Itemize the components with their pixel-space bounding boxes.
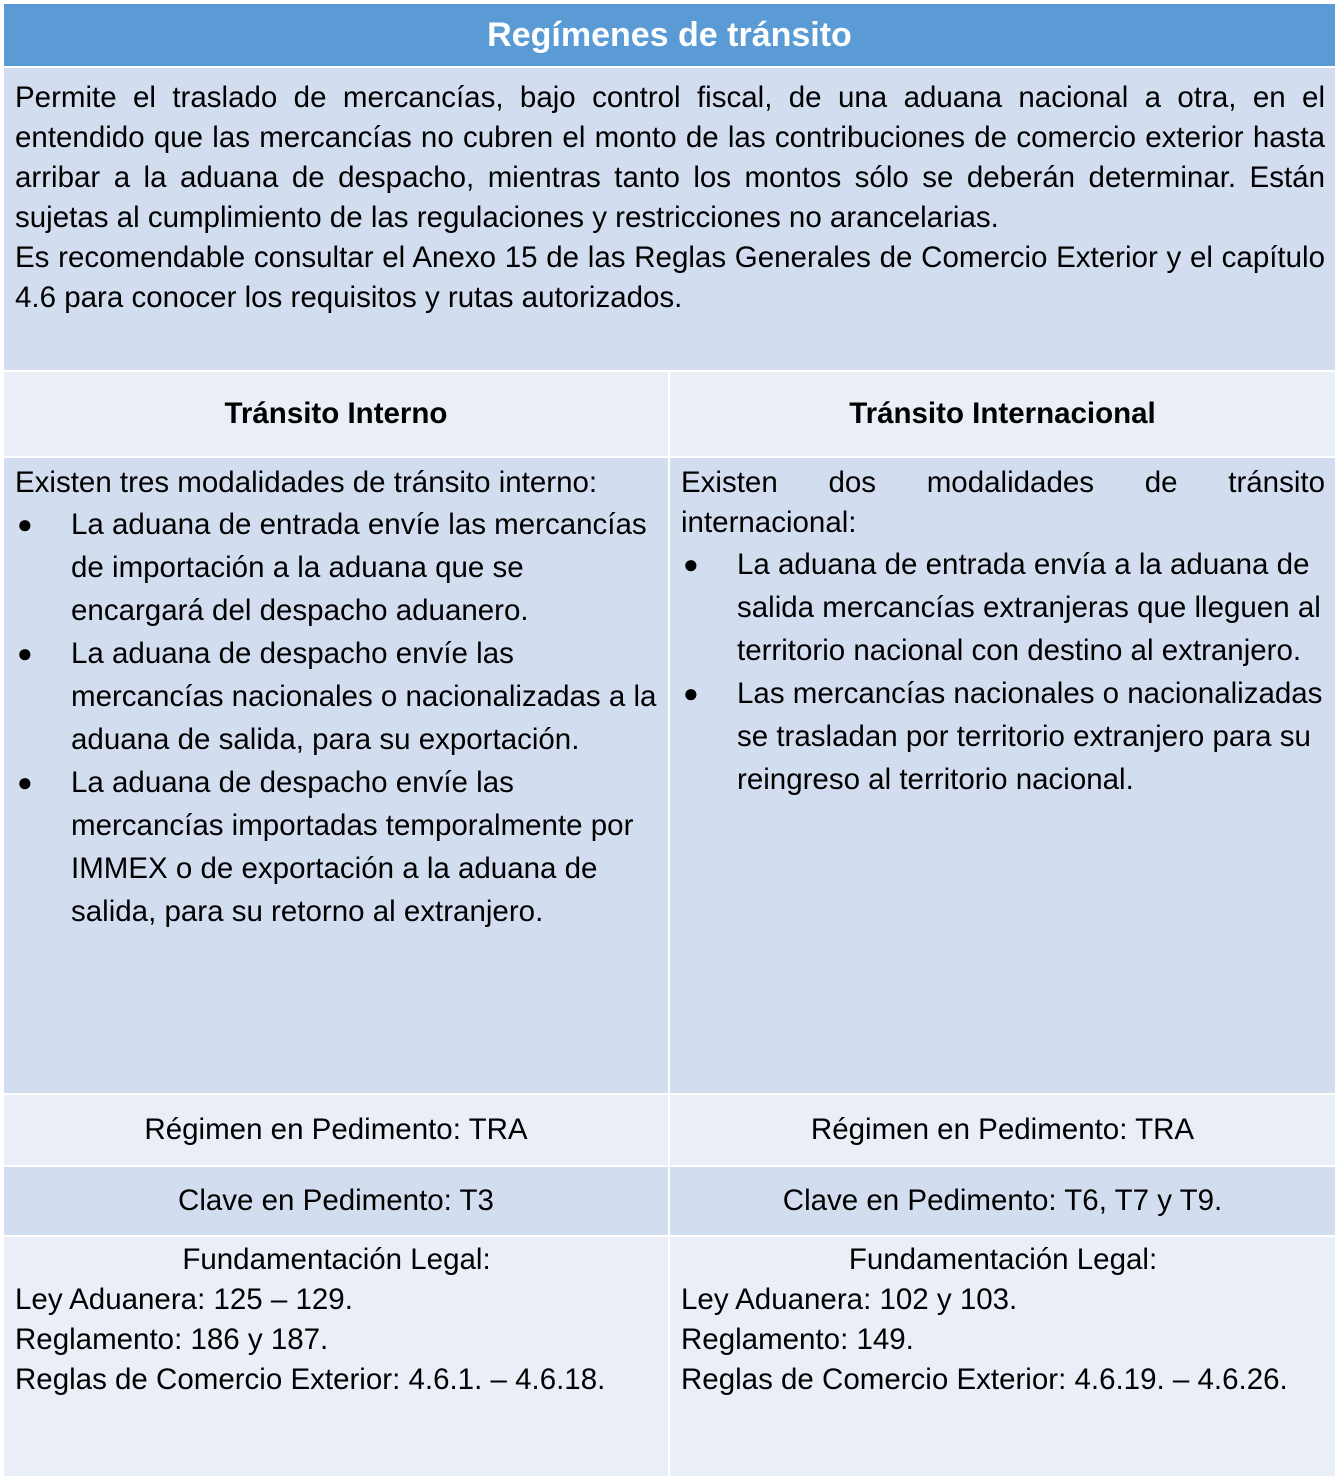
- clave-row: [3, 1166, 1336, 1236]
- heading-row: [3, 371, 1336, 457]
- intro-paragraph-1: Permite el traslado de mercancías, bajo control fiscal, de una aduana nacional a otra, en el entendido que las mercancías no cubren el monto de las contribuciones de comercio exterior hasta arribar a la aduana de despacho, mientras tanto los montos sólo se deberán determinar. Están sujetas al cumplimiento de las regulaciones y restricciones no arancelarias.: [15, 81, 1325, 234]
- intro-paragraph-2: Es recomendable consultar el Anexo 15 de las Reglas Generales de Comercio Exterior y el capítulo 4.6 para conocer los requisitos y rutas autorizados.: [15, 241, 1325, 314]
- intro-cell: [3, 67, 1336, 371]
- list-item-text: La aduana de despacho envíe las mercancías nacionales o nacionalizadas a la aduana de salida, para su exportación.: [71, 637, 657, 756]
- international-legal-cell: [669, 1236, 1336, 1477]
- heading-international: Tránsito Internacional: [669, 371, 1336, 457]
- transit-regimes-document: [2, 2, 1337, 1478]
- list-item: [681, 672, 1325, 801]
- international-lead-text: Existen dos modalidades de tránsito internacional:: [681, 466, 1325, 539]
- list-item: [15, 632, 658, 761]
- list-item: [15, 761, 658, 933]
- internal-legal-cell: [3, 1236, 669, 1477]
- international-legal-title: Fundamentación Legal:: [848, 1243, 1158, 1276]
- international-modalities-list: [681, 543, 1325, 801]
- bullet-icon: ●: [17, 638, 33, 668]
- list-item: [681, 543, 1325, 672]
- modalities-row: [3, 457, 1336, 1094]
- transit-regimes-table: [2, 2, 1337, 1478]
- intro-row: [3, 67, 1336, 371]
- internal-lead-text: Existen tres modalidades de tránsito interno:: [15, 466, 598, 499]
- list-item-text: La aduana de despacho envíe las mercancías importadas temporalmente por IMMEX o de exportación a la aduana de salida, para su retorno al extranjero.: [71, 766, 634, 928]
- international-legal-reglamento: Reglamento: 149.: [681, 1323, 914, 1356]
- international-modalities-cell: [669, 457, 1336, 1094]
- internal-legal-ley: Ley Aduanera: 125 – 129.: [15, 1283, 353, 1316]
- internal-modalities-cell: [3, 457, 669, 1094]
- list-item: [15, 503, 658, 632]
- bullet-icon: ●: [17, 509, 33, 539]
- internal-legal-reglamento: Reglamento: 186 y 187.: [15, 1323, 329, 1356]
- internal-modalities-list: [15, 503, 658, 933]
- internal-legal-reglas: Reglas de Comercio Exterior: 4.6.1. – 4.6.18.: [15, 1363, 606, 1396]
- bullet-icon: ●: [683, 678, 699, 708]
- table-title: Regímenes de tránsito: [3, 3, 1336, 67]
- legal-row: [3, 1236, 1336, 1477]
- international-legal-reglas: Reglas de Comercio Exterior: 4.6.19. – 4.6.26.: [681, 1363, 1288, 1396]
- list-item-text: Las mercancías nacionales o nacionalizadas se trasladan por territorio extranjero para su reingreso al territorio nacional.: [737, 677, 1323, 796]
- internal-legal-title: Fundamentación Legal:: [182, 1243, 491, 1276]
- bullet-icon: ●: [683, 549, 699, 579]
- bullet-icon: ●: [17, 767, 33, 797]
- list-item-text: La aduana de entrada envía a la aduana de salida mercancías extranjeras que lleguen al territorio nacional con destino al extranjero.: [737, 548, 1321, 667]
- international-legal-ley: Ley Aduanera: 102 y 103.: [681, 1283, 1018, 1316]
- title-row: [3, 3, 1336, 67]
- internal-clave: Clave en Pedimento: T3: [3, 1166, 669, 1236]
- internal-regimen: Régimen en Pedimento: TRA: [3, 1094, 669, 1166]
- international-clave: Clave en Pedimento: T6, T7 y T9.: [669, 1166, 1336, 1236]
- international-regimen: Régimen en Pedimento: TRA: [669, 1094, 1336, 1166]
- list-item-text: La aduana de entrada envíe las mercancías de importación a la aduana que se encargará del despacho aduanero.: [71, 508, 647, 627]
- heading-internal: Tránsito Interno: [3, 371, 669, 457]
- regimen-row: [3, 1094, 1336, 1166]
